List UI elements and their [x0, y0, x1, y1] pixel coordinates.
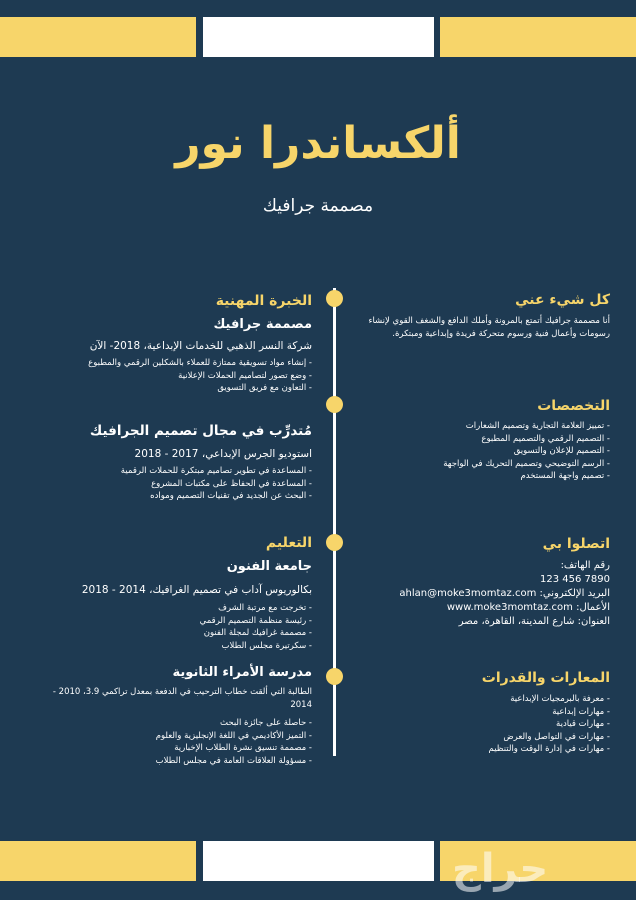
about-title: كل شيء عني — [515, 292, 610, 308]
experience-section — [30, 292, 312, 395]
skills-list — [360, 420, 610, 483]
contact-section — [360, 535, 610, 629]
contact-title: اتصلوا بي — [542, 536, 610, 552]
list-item: - تمييز العلامة التجارية وتصميم الشعارات — [360, 420, 610, 433]
list-item: - التصميم للإعلان والتسويق — [360, 445, 610, 458]
about-text: أنا مصممة جرافيك أتمتع بالمرونة وأملك الدافع والشغف القوي لإنشاء رسومات وأعمال فنية ورسوم متحركة فريدة وإبداعية ومبتكرة. — [368, 316, 610, 339]
list-item: - سكرتيرة مجلس الطلاب — [30, 640, 312, 653]
abilities-title: المعارات والقدرات — [481, 670, 610, 686]
list-item: - معرفة بالبرمجيات الإبداعية — [360, 693, 610, 706]
school-degree: الطالبة التي ألقت خطاب الترحيب في الدفعة بمعدل تراكمي 3.9، 2010 - 2014 — [52, 687, 312, 710]
bottom-band-left — [0, 841, 196, 881]
school-bullets — [30, 717, 312, 767]
contact-phone-value-row — [360, 573, 610, 587]
abilities-section — [360, 669, 610, 756]
contact-address-row — [360, 615, 610, 629]
phone-value: 123 456 7890 — [540, 574, 610, 585]
job-role: مُتدرِّب في مجال تصميم الجرافيك — [89, 423, 312, 439]
list-item: - إنشاء مواد تسويقية ممتازة للعملاء بالشكلين الرقمي والمطبوع — [30, 357, 312, 370]
experience-job-2 — [30, 422, 312, 503]
bottom-band-center — [203, 841, 434, 881]
address-value: شارع المدينة، القاهرة، مصر — [458, 616, 575, 627]
about-section — [360, 291, 610, 341]
skills-section — [360, 397, 610, 483]
timeline-dot — [326, 396, 343, 413]
experience-title: الخبرة المهنية — [215, 293, 312, 309]
timeline-dot — [326, 534, 343, 551]
contact-phone-row — [360, 559, 610, 573]
top-band-right — [440, 17, 636, 57]
job-company: استوديو الجرس الإبداعي، 2017 - 2018 — [134, 448, 312, 460]
phone-label: رقم الهاتف: — [560, 560, 610, 571]
school-bullets — [30, 602, 312, 652]
email-link[interactable]: ahlan@moke3momtaz.com — [399, 588, 537, 599]
list-item: - الرسم التوضيحي وتصميم التحريك في الواجهة — [360, 458, 610, 471]
list-item: - التعاون مع فريق التسويق — [30, 382, 312, 395]
list-item: - مصممة تنسيق نشرة الطلاب الإخبارية — [30, 742, 312, 755]
person-name: ألكساندرا نور — [175, 118, 461, 169]
list-item: - مهارات في التواصل والعرض — [360, 731, 610, 744]
list-item: - مصممة غرافيك لمجلة الفنون — [30, 627, 312, 640]
list-item: - حاصلة على جائزة البحث — [30, 717, 312, 730]
skills-title: التخصصات — [537, 398, 610, 414]
school-name: جامعة الفنون — [226, 559, 312, 574]
timeline-dot — [326, 668, 343, 685]
school-name: مدرسة الأمراء الثانوية — [172, 665, 312, 680]
portfolio-label: الأعمال: — [576, 602, 610, 613]
contact-email-row — [360, 587, 610, 601]
education-section — [30, 534, 312, 652]
abilities-list — [360, 693, 610, 756]
list-item: - التميز الأكاديمي في اللغة الإنجليزية والعلوم — [30, 730, 312, 743]
list-item: - مسؤولة العلاقات العامة في مجلس الطلاب — [30, 755, 312, 768]
watermark-logo: حراج — [452, 846, 549, 892]
list-item: - مهارات إبداعية — [360, 706, 610, 719]
portfolio-link[interactable]: www.moke3momtaz.com — [446, 602, 573, 613]
list-item: - مهارات قيادية — [360, 718, 610, 731]
list-item: - التصميم الرقمي والتصميم المطبوع — [360, 433, 610, 446]
list-item: - وضع تصور لتصاميم الحملات الإعلانية — [30, 370, 312, 383]
list-item: - المساعدة في الحفاظ على مكتبات المشروع — [30, 478, 312, 491]
person-role: مصممة جرافيك — [262, 196, 374, 216]
education-title: التعليم — [265, 535, 312, 551]
address-label: العنوان: — [577, 616, 610, 627]
education-school-2 — [30, 664, 312, 767]
list-item: - مهارات في إدارة الوقت والتنظيم — [360, 743, 610, 756]
job-bullets — [30, 357, 312, 395]
list-item: - تخرجت مع مرتبة الشرف — [30, 602, 312, 615]
timeline-line — [333, 288, 336, 756]
job-company: شركة النسر الذهبي للخدمات الإبداعية، 2018- الآن — [89, 340, 312, 352]
list-item: - رئيسة منظمة التصميم الرقمي — [30, 615, 312, 628]
top-band-left — [0, 17, 196, 57]
list-item: - البحث عن الجديد في تقنيات التصميم ومواده — [30, 490, 312, 503]
list-item: - المساعدة في تطوير تصاميم مبتكرة للحملات الرقمية — [30, 465, 312, 478]
list-item: - تصميم واجهة المستخدم — [360, 470, 610, 483]
job-role: مصممة جرافيك — [213, 317, 312, 332]
contact-portfolio-row — [360, 601, 610, 615]
job-bullets — [30, 465, 312, 503]
school-degree: بكالوريوس آداب في تصميم الغرافيك، 2014 - 2018 — [81, 584, 312, 596]
timeline-dot — [326, 290, 343, 307]
email-label: البريد الإلكتروني: — [539, 588, 610, 599]
top-band-center — [203, 17, 434, 57]
